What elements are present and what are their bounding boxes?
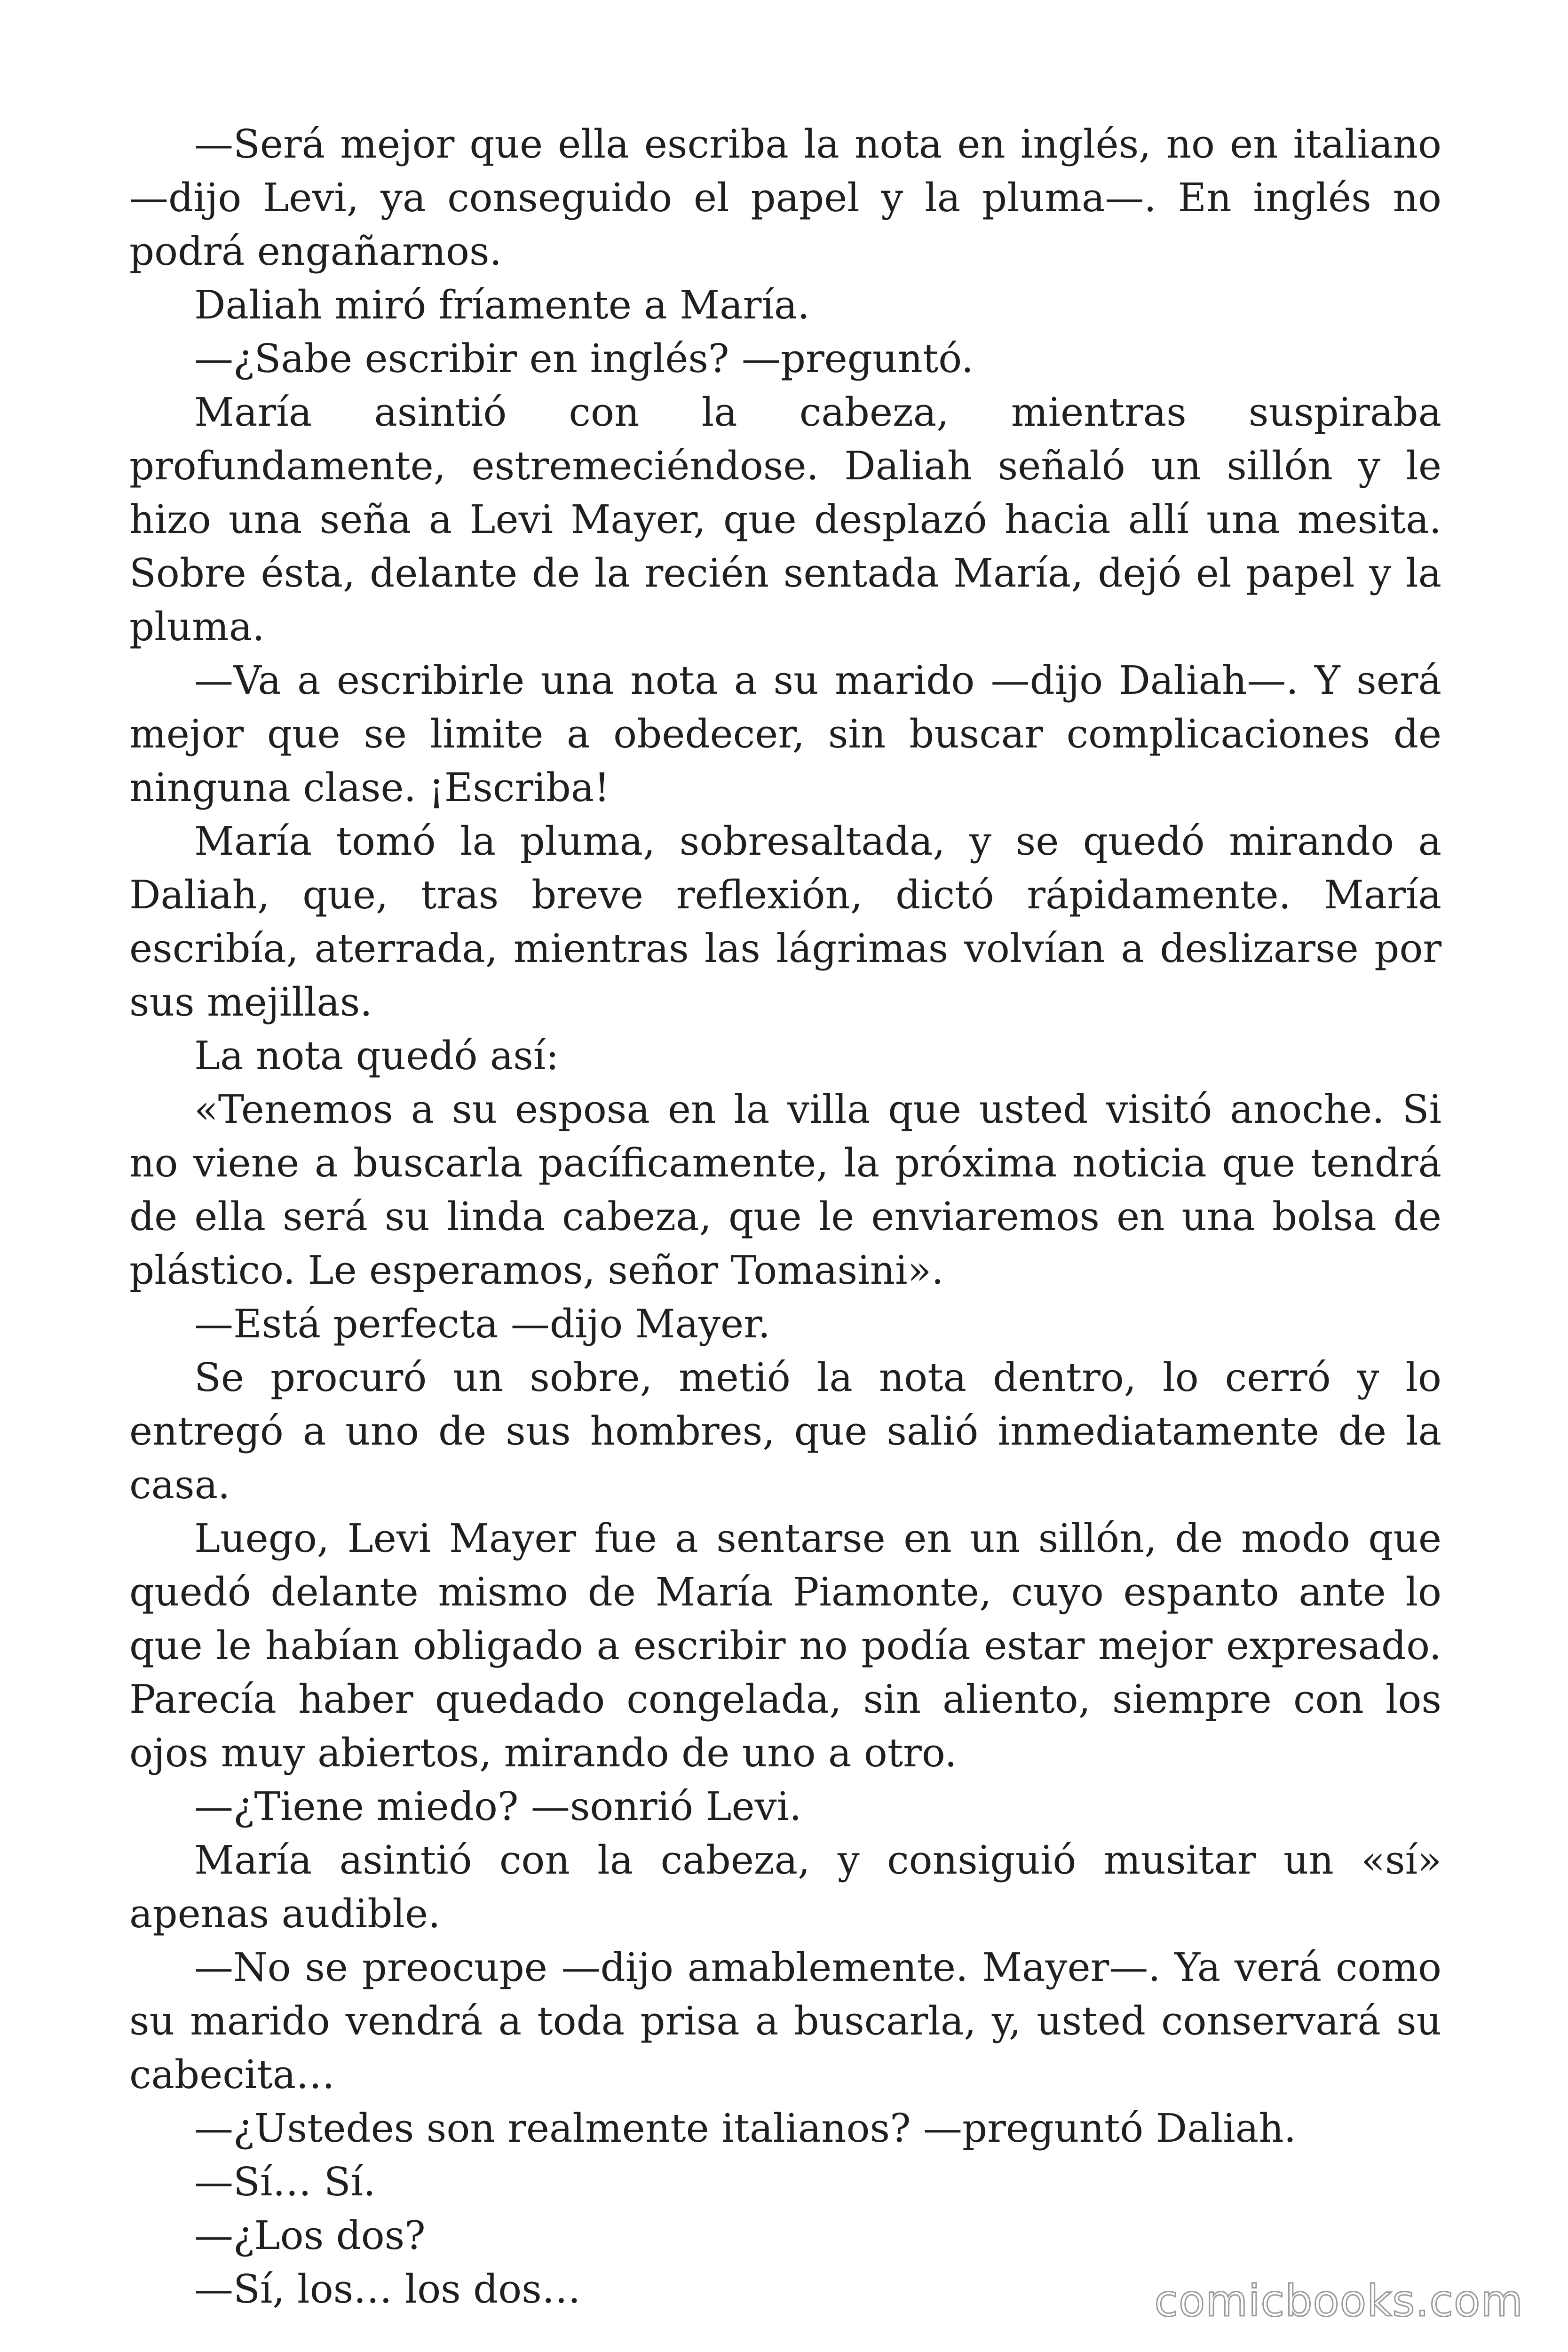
paragraph: —Sí… Sí. xyxy=(194,2159,376,2205)
paragraph: —¿Los dos? xyxy=(194,2213,426,2258)
paragraph: —¿Sabe escribir en inglés? —preguntó. xyxy=(194,336,974,381)
paragraph: —Sí, los… los dos… xyxy=(194,2266,581,2312)
paragraph: María asintió con la cabeza, y consiguió musitar un «sí» apenas audible. xyxy=(129,1837,1441,1937)
paragraph: Daliah miró fríamente a María. xyxy=(194,282,810,328)
paragraph: La nota quedó así: xyxy=(194,1033,559,1079)
paragraph: —¿Tiene miedo? —sonrió Levi. xyxy=(194,1784,802,1829)
paragraph: —No se preocupe —dijo amablemente. Mayer—. Ya verá como su marido vendrá a toda prisa a buscarla, y, usted conservará su cabecita… xyxy=(129,1945,1441,2098)
paragraph: —Va a escribirle una nota a su marido —dijo Daliah—. Y será mejor que se limite a obedecer, sin buscar complicaciones de ninguna clase. ¡Escriba! xyxy=(129,658,1441,810)
paragraph: María asintió con la cabeza, mientras suspiraba profundamente, estremeciéndose. Daliah señaló un sillón y le hizo una seña a Levi Mayer, que desplazó hacia allí una mesita. Sobre ésta, delante de la recién sentada María, dejó el papel y la pluma. xyxy=(129,389,1441,650)
paragraph: Se procuró un sobre, metió la nota dentro, lo cerró y lo entregó a uno de sus hombres, que salió inmediatamente de la casa. xyxy=(129,1355,1441,1508)
book-page-text xyxy=(129,118,1441,2316)
watermark-logo: comicbooks.com xyxy=(1154,2276,1523,2326)
paragraph: Luego, Levi Mayer fue a sentarse en un sillón, de modo que quedó delante mismo de María Piamonte, cuyo espanto ante lo que le habían obligado a escribir no podía estar mejor expresado. Parecía haber quedado congelada, sin aliento, siempre con los ojos muy abiertos, mirando de uno a otro. xyxy=(129,1516,1441,1776)
paragraph: María tomó la pluma, sobresaltada, y se quedó mirando a Daliah, que, tras breve reflexión, dictó rápidamente. María escribía, aterrada, mientras las lágrimas volvían a deslizarse por sus mejillas. xyxy=(129,818,1441,1025)
paragraph: —¿Ustedes son realmente italianos? —preguntó Daliah. xyxy=(194,2106,1297,2151)
paragraph: —Será mejor que ella escriba la nota en inglés, no en italiano —dijo Levi, ya conseguido el papel y la pluma—. En inglés no podrá engañarnos. xyxy=(129,121,1441,274)
paragraph: —Está perfecta —dijo Mayer. xyxy=(194,1301,771,1347)
paragraph: «Tenemos a su esposa en la villa que usted visitó anoche. Si no viene a buscarla pacíficamente, la próxima noticia que tendrá de ella será su linda cabeza, que le enviaremos en una bolsa de plástico. Le esperamos, señor Tomasini». xyxy=(129,1087,1441,1293)
